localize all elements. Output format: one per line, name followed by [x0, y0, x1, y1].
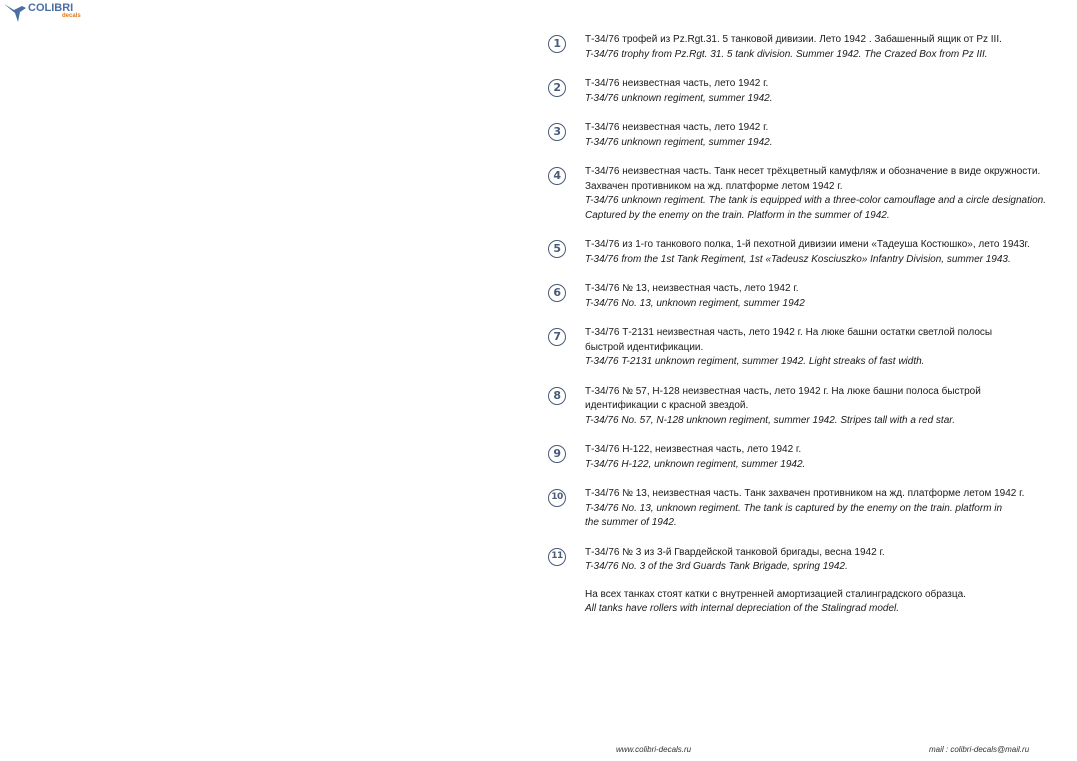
entry-en-text: T-34/76 unknown regiment, summer 1942.	[585, 136, 773, 148]
entry-en-text: the summer of 1942.	[585, 517, 677, 528]
entry-ru-text: Т-34/76 № 13, неизвестная часть. Танк захвачен противником на жд. платформе летом 1942 г.	[585, 488, 1025, 499]
colibri-bird-icon	[2, 0, 102, 26]
note-en-text: All tanks have rollers with internal depreciation of the Stalingrad model.	[585, 603, 900, 614]
entry-ru-text: быстрой идентификации.	[585, 341, 704, 353]
item-number-badge: 7	[548, 328, 566, 346]
entry-en-text: T-34/76 No. 13, unknown regiment. The tank is captured by the enemy on the train. platform in	[585, 502, 1003, 514]
entry-ru-text: Т-34/76 трофей из Pz.Rgt.31. 5 танковой дивизии. Лето 1942 . Забашенный ящик от Pz III.	[585, 34, 1002, 45]
general-note	[548, 588, 1068, 617]
item-number-badge: 2	[548, 79, 566, 97]
list-item	[548, 546, 1068, 575]
item-number-badge: 9	[548, 445, 566, 463]
item-number-badge: 10	[548, 489, 566, 507]
entry-ru-text: Т-34/76 № 57, Н-128 неизвестная часть, лето 1942 г. На люке башни полоса быстрой	[585, 385, 981, 397]
entry-ru-text: Т-34/76 неизвестная часть, лето 1942 г.	[585, 122, 769, 133]
entry-ru-text: Захвачен противником на жд. платформе летом 1942 г.	[585, 180, 843, 192]
logo-sub-text: decals	[62, 13, 81, 19]
entry-ru-text: Т-34/76 неизвестная часть. Танк несет трёхцветный камуфляж и обозначение в виде окружности.	[585, 166, 1041, 177]
list-item	[548, 121, 1068, 150]
entry-ru-text: идентификации с красной звездой.	[585, 400, 749, 411]
entry-en-text: T-34/76 trophy from Pz.Rgt. 31. 5 tank division. Summer 1942. The Crazed Box from Pz III.	[585, 48, 988, 60]
note-ru-text: На всех танках стоят катки с внутренней амортизацией сталинградского образца.	[585, 588, 966, 600]
item-number-badge: 11	[548, 548, 566, 566]
brand-logo	[2, 0, 102, 26]
entry-en-text: T-34/76 No. 3 of the 3rd Guards Tank Brigade, spring 1942.	[585, 561, 848, 572]
entry-en-text: T-34/76 H-122, unknown regiment, summer 1942.	[585, 458, 806, 470]
entry-ru-text: Т-34/76 Т-2131 неизвестная часть, лето 1942 г. На люке башни остатки светлой полосы	[585, 327, 993, 338]
list-item	[548, 487, 1068, 531]
list-item	[548, 443, 1068, 472]
list-item	[548, 165, 1068, 223]
list-item	[548, 33, 1068, 62]
entry-en-text: T-34/76 No. 57, N-128 unknown regiment, summer 1942. Stripes tall with a red star.	[585, 414, 955, 426]
item-number-badge: 6	[548, 284, 566, 302]
entries-list	[548, 33, 1068, 617]
item-number-badge: 3	[548, 123, 566, 141]
item-number-badge: 5	[548, 240, 566, 258]
entry-en-text: T-34/76 unknown regiment, summer 1942.	[585, 92, 773, 104]
item-number-badge: 4	[548, 167, 566, 185]
footer-email: mail : colibri-decals@mail.ru	[929, 745, 1030, 754]
entry-en-text: Captured by the enemy on the train. Platform in the summer of 1942.	[585, 209, 890, 221]
entry-en-text: T-34/76 T-2131 unknown regiment, summer 1942. Light streaks of fast width.	[585, 356, 925, 367]
entry-ru-text: Т-34/76 неизвестная часть, лето 1942 г.	[585, 78, 769, 89]
entry-ru-text: Т-34/76 № 13, неизвестная часть, лето 1942 г.	[585, 283, 799, 294]
list-item	[548, 77, 1068, 106]
entry-en-text: T-34/76 from the 1st Tank Regiment, 1st «Tadeusz Kosciuszko» Infantry Division, summer 1943.	[585, 253, 1011, 265]
entry-ru-text: Т-34/76 Н-122, неизвестная часть, лето 1942 г.	[585, 444, 802, 455]
item-number-badge: 1	[548, 35, 566, 53]
entry-en-text: T-34/76 unknown regiment. The tank is equipped with a three-color camouflage and a circle designation.	[585, 195, 1047, 206]
list-item	[548, 238, 1068, 267]
list-item	[548, 385, 1068, 429]
item-number-badge: 8	[548, 387, 566, 405]
entry-en-text: T-34/76 No. 13, unknown regiment, summer 1942	[585, 297, 805, 309]
list-item	[548, 282, 1068, 311]
logo-brand-text: COLIBRI	[28, 2, 74, 14]
entry-ru-text: Т-34/76 из 1-го танкового полка, 1-й пехотной дивизии имени «Тадеуша Костюшко», лето 1943г.	[585, 239, 1030, 250]
entry-ru-text: Т-34/76 № 3 из 3-й Гвардейской танковой бригады, весна 1942 г.	[585, 546, 885, 558]
footer-website: www.colibri-decals.ru	[616, 745, 692, 754]
list-item	[548, 326, 1068, 370]
